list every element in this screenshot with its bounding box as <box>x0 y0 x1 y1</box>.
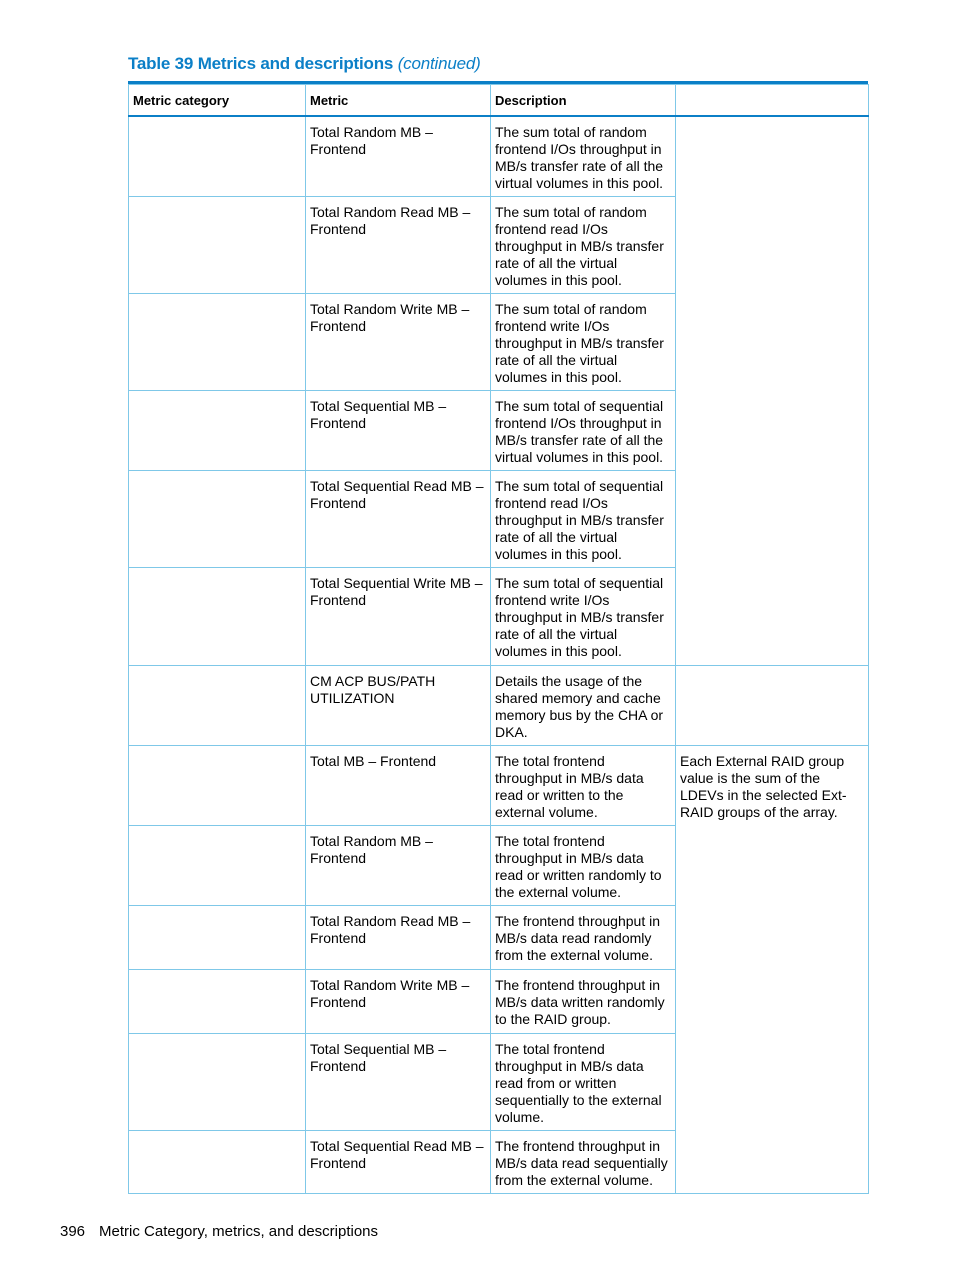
description-cell: The sum total of random frontend write I/Os throughput in MB/s transfer rate of all the virtual volumes in this pool. <box>491 294 676 391</box>
metric-category-cell <box>129 1034 306 1131</box>
notes-cell <box>676 666 869 746</box>
metric-cell: Total Random MB – Frontend <box>306 116 491 197</box>
description-cell: The frontend throughput in MB/s data read sequentially from the external volume. <box>491 1131 676 1194</box>
page-number: 396 <box>60 1223 86 1240</box>
metric-category-cell <box>129 116 306 197</box>
table-row <box>129 746 869 826</box>
description-cell: The total frontend throughput in MB/s data read from or written sequentially to the external volume. <box>491 1034 676 1131</box>
description-cell: The sum total of sequential frontend write I/Os throughput in MB/s transfer rate of all the virtual volumes in this pool. <box>491 568 676 666</box>
metric-category-cell <box>129 1131 306 1194</box>
notes-cell <box>676 116 869 666</box>
metric-cell: Total Random Write MB – Frontend <box>306 970 491 1034</box>
table-row <box>129 116 869 197</box>
metric-category-cell <box>129 197 306 294</box>
metrics-table <box>128 84 869 1194</box>
description-cell: The sum total of sequential frontend I/Os throughput in MB/s transfer rate of all the virtual volumes in this pool. <box>491 391 676 471</box>
table-row <box>129 666 869 746</box>
footer-section-title: Metric Category, metrics, and descriptions <box>99 1223 379 1240</box>
header-description: Description <box>491 85 676 117</box>
metric-cell: Total Sequential Read MB – Frontend <box>306 471 491 568</box>
metric-category-cell <box>129 391 306 471</box>
ext-raid-note-cell: Each External RAID group value is the sum of the LDEVs in the selected Ext-RAID groups of the array. <box>676 746 869 1194</box>
table-title: Table 39 Metrics and descriptions <box>128 54 394 73</box>
metric-category-cell <box>129 294 306 391</box>
header-metric-category: Metric category <box>129 85 306 117</box>
metric-category-cell <box>129 970 306 1034</box>
description-cell: The total frontend throughput in MB/s data read or written to the external volume. <box>491 746 676 826</box>
metric-cell: CM ACP BUS/PATH UTILIZATION <box>306 666 491 746</box>
metric-category-cell <box>129 568 306 666</box>
metric-category-cell <box>129 746 306 826</box>
metric-cell: Total Sequential Read MB – Frontend <box>306 1131 491 1194</box>
description-cell: The frontend throughput in MB/s data read randomly from the external volume. <box>491 906 676 970</box>
description-cell: The frontend throughput in MB/s data written randomly to the RAID group. <box>491 970 676 1034</box>
metric-category-cell <box>129 826 306 906</box>
metric-category-cell <box>129 471 306 568</box>
metric-category-cell <box>129 666 306 746</box>
header-metric: Metric <box>306 85 491 117</box>
metric-cell: Total MB – Frontend <box>306 746 491 826</box>
metric-cell: Total Random Read MB – Frontend <box>306 197 491 294</box>
metric-cell: Total Sequential MB – Frontend <box>306 1034 491 1131</box>
table-caption <box>128 54 481 74</box>
metric-cell: Total Sequential Write MB – Frontend <box>306 568 491 666</box>
metric-cell: Total Random Write MB – Frontend <box>306 294 491 391</box>
description-cell: The sum total of random frontend read I/Os throughput in MB/s transfer rate of all the virtual volumes in this pool. <box>491 197 676 294</box>
header-notes <box>676 85 869 117</box>
metric-cell: Total Sequential MB – Frontend <box>306 391 491 471</box>
description-cell: The sum total of random frontend I/Os throughput in MB/s transfer rate of all the virtual volumes in this pool. <box>491 116 676 197</box>
table-continued-label: (continued) <box>397 54 481 73</box>
metric-category-cell <box>129 906 306 970</box>
page-footer <box>60 1223 378 1240</box>
table-header-row <box>129 85 869 117</box>
description-cell: The total frontend throughput in MB/s data read or written randomly to the external volume. <box>491 826 676 906</box>
metric-cell: Total Random Read MB – Frontend <box>306 906 491 970</box>
description-cell: The sum total of sequential frontend read I/Os throughput in MB/s transfer rate of all the virtual volumes in this pool. <box>491 471 676 568</box>
metric-cell: Total Random MB – Frontend <box>306 826 491 906</box>
description-cell: Details the usage of the shared memory and cache memory bus by the CHA or DKA. <box>491 666 676 746</box>
